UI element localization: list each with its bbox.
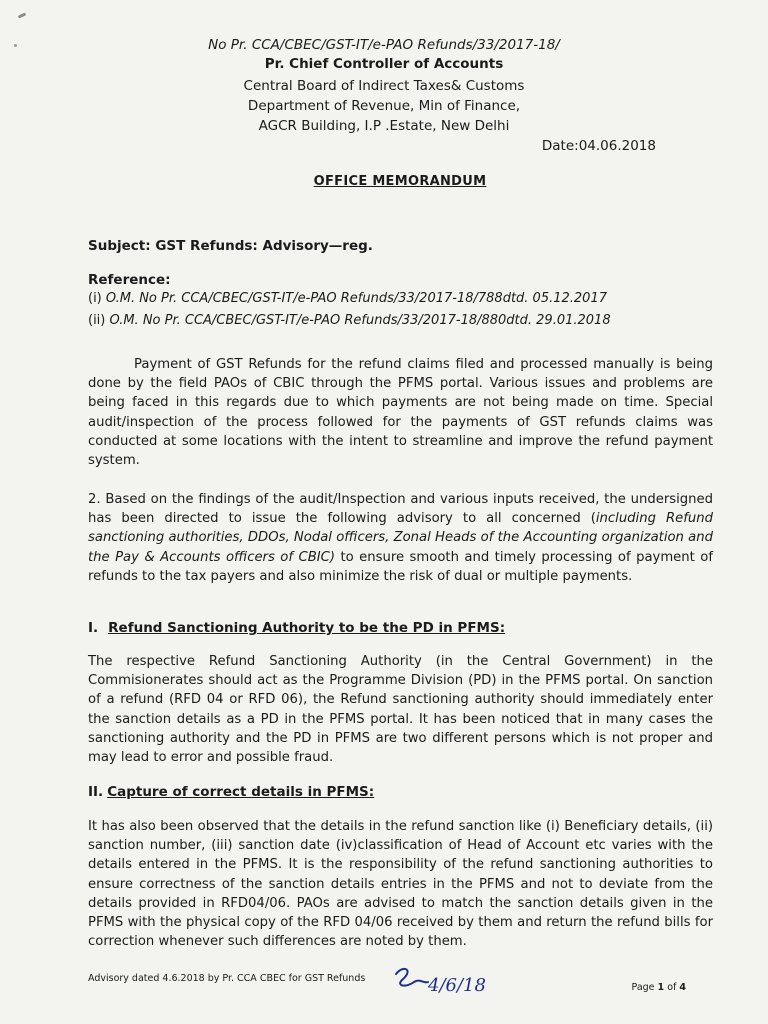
reference-item [88,291,607,306]
paragraph-1: Payment of GST Refunds for the refund claims filed and processed manually is being done by the field PAOs of CBIC through the PFMS portal. Various issues and problems are being faced in this regards due to which payments are not being made on time. Special audit/inspection of the process followed for the payments of GST refunds claims was conducted at some locations with the intent to streamline and improve the refund payment system. [88,357,713,469]
paragraph-2 [88,490,713,586]
paragraph-2-intro: 2. Based on the findings of the audit/Inspection and various inputs received, the undersigned has been directed to issue the following advisory to all concerned ( [88,492,713,527]
board-name: Central Board of Indirect Taxes& Customs [243,78,525,94]
signature-scribble [390,962,430,998]
page-label: Page [631,982,658,993]
file-number: No Pr. CCA/CBEC/GST-IT/e-PAO Refunds/33/2017-18/ [208,37,560,53]
department-name: Department of Revenue, Min of Finance, [247,98,521,114]
reference-item [88,313,611,328]
subject-line: Subject: GST Refunds: Advisory—reg. [88,238,373,254]
section-1-title: Refund Sanctioning Authority to be the PD in PFMS: [108,620,506,636]
reference-prefix: (ii) [88,313,110,328]
section-2-title: Capture of correct details in PFMS: [107,784,375,800]
reference-heading: Reference: [88,272,171,288]
paragraph-2-outro: to ensure smooth and timely processing of payment of refunds to the tax payers and also minimize the risk of dual or multiple payments. [88,549,713,584]
page-total: 4 [679,982,686,993]
page-of: of [664,982,680,993]
section-1-body: The respective Refund Sanctioning Authority (in the Central Government) in the Commisionerates should act as the Programme Division (PD) in the PFMS portal. On sanction of a refund (RFD 04 or RFD 06), the Refund sanctioning authority should immediately enter the sanction details as a PD in the PFMS portal. It has been noticed that in many cases the sanctioning authority and the PD in PFMS are two different persons which is not proper and may lead to error and possible fraud. [88,654,713,766]
reference-prefix: (i) [88,291,106,306]
office-name: Pr. Chief Controller of Accounts [264,56,504,72]
memo-title: OFFICE MEMORANDUM [313,174,487,189]
memo-date: Date:04.06.2018 [541,138,656,154]
section-1-number: I. [88,620,99,636]
section-1-heading [88,620,505,636]
page-current: 1 [657,982,665,993]
section-2-number: II. [88,784,104,800]
office-address: AGCR Building, I.P .Estate, New Delhi [258,118,510,134]
page-indicator [632,982,686,993]
reference-text: O.M. No Pr. CCA/CBEC/GST-IT/e-PAO Refunds/33/2017-18/788dtd. 05.12.2017 [105,291,607,306]
section-2-heading [88,784,374,800]
reference-text: O.M. No Pr. CCA/CBEC/GST-IT/e-PAO Refunds/33/2017-18/880dtd. 29.01.2018 [109,313,611,328]
speck-mark [18,12,27,18]
section-2-body: It has also been observed that the details in the refund sanction like (i) Beneficiary details, (ii) sanction number, (iii) sanction date (iv)classification of Head of Account etc varies with the details entered in the PFMS. It is the responsibility of the refund sanctioning authorities to ensure correctness of the sanction details entries in the PFMS and not to deviate from the details provided in RFD04/06. PAOs are advised to match the sanction details given in the PFMS with the physical copy of the RFD 04/06 received by them and return the refund bills for correction whenever such differences are noted by them. [88,819,713,950]
paragraph-2-italic: including Refund sanctioning authorities, DDOs, Nodal officers, Zonal Heads of the Accounting organization and the Pay & Accounts officers of CBIC) [88,511,713,565]
signature-date: 4/6/18 [428,975,486,996]
footer-note: Advisory dated 4.6.2018 by Pr. CCA CBEC for GST Refunds [88,973,366,984]
